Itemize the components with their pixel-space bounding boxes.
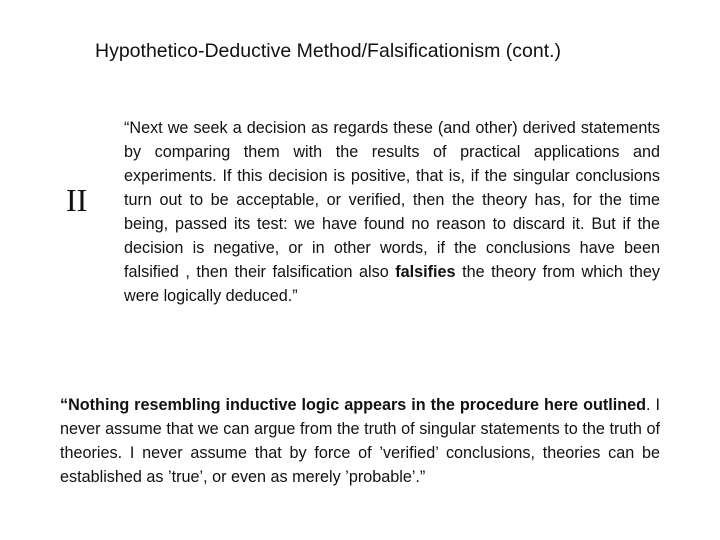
- quote-1-bold-falsifies: falsifies: [395, 263, 456, 281]
- roman-numeral: II: [66, 182, 88, 218]
- quote-1-text-end: the theory from which they were logically deduced.”: [124, 263, 660, 305]
- quote-2-text: . I never assume that we can argue from the truth of singular statements to the truth of theories. I never assume that by force of ’verified’ conclusions, theories can be established as ’true’, or even as merely ’probable’.”: [60, 396, 660, 486]
- quote-1-text-start: “Next we seek a decision as regards these (and other) derived statements by comparing them with the results of practical applications and experiments. If this decision is positive, that is, if the singular conclusions turn out to be acceptable, or verified, then the theory has, for the time being, passed its test: we have found no reason to discard it. But if the decision is negative, or in other words, if the conclusions have been falsified , then their falsification also: [124, 119, 660, 281]
- popper-quote-2: [60, 393, 660, 489]
- slide-title: Hypothetico-Deductive Method/Falsificationism (cont.): [95, 40, 562, 62]
- quote-2-bold-lead: “Nothing resembling inductive logic appears in the procedure here outlined: [60, 396, 647, 414]
- popper-quote-1: [124, 116, 660, 308]
